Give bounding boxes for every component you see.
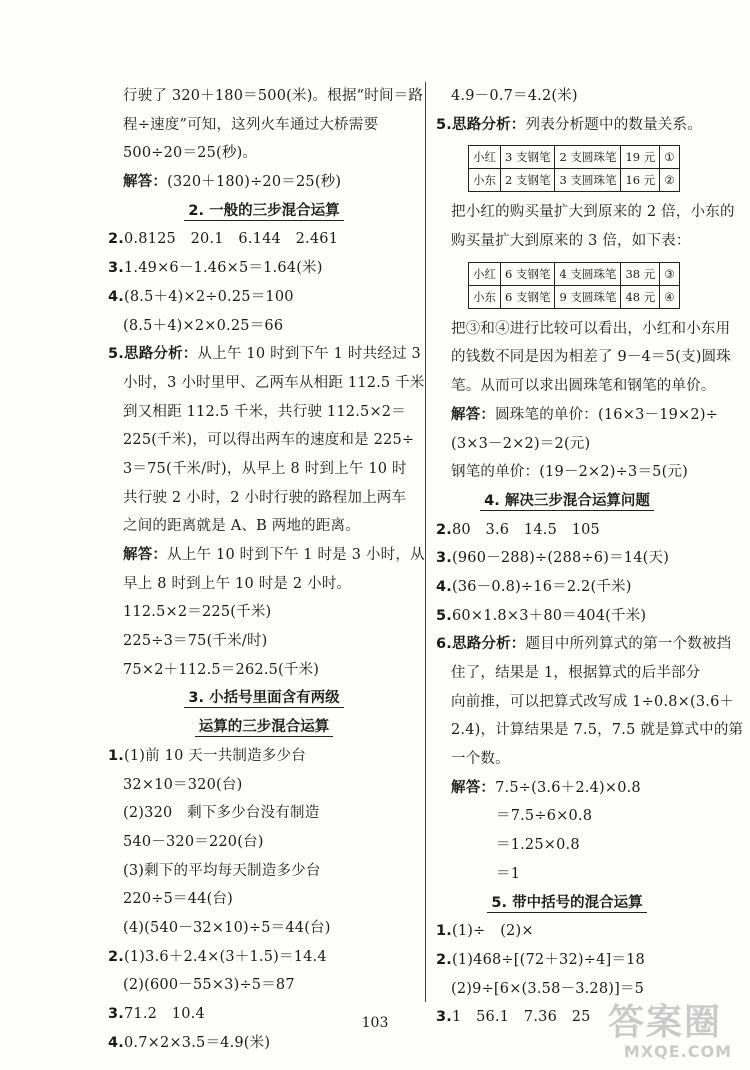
answer-line — [436, 917, 698, 946]
section-heading — [108, 684, 420, 713]
answer-line — [108, 570, 420, 599]
answer-line — [436, 831, 698, 860]
answer-text: (36－0.8)÷16＝2.2(千米) — [452, 578, 632, 595]
answer-keyword: 思路分析： — [124, 345, 198, 363]
answer-line — [436, 458, 698, 487]
table-row — [469, 262, 680, 285]
table-cell: 2 支圆珠笔 — [555, 146, 621, 169]
section-heading-text: 3. 小括号里面含有两级 — [184, 690, 343, 708]
answer-text: 共行驶 2 小时，2 小时行驶的路程加上两车 — [123, 489, 407, 506]
answer-line — [108, 139, 420, 168]
answer-line — [436, 544, 698, 573]
answer-line — [108, 799, 420, 828]
table-cell: 48 元 — [621, 285, 660, 308]
answer-keyword: 解答： — [123, 173, 168, 191]
table-row — [469, 169, 680, 192]
answer-text: 220÷5＝44(台) — [123, 891, 234, 908]
answer-line — [436, 602, 698, 631]
answer-text: (1)468÷[(72＋32)÷4]＝18 — [452, 951, 645, 968]
question-number: 3. — [436, 550, 452, 567]
answer-text: 3＝75(千米/时)，从早上 8 时到上午 10 时 — [123, 460, 407, 477]
answer-text: 500÷20＝25(秒)。 — [123, 145, 258, 162]
answer-text: 1 56.1 7.36 25 — [452, 1009, 591, 1026]
watermark-text: 答案圈 — [608, 1002, 723, 1043]
question-number: 5. — [436, 116, 452, 133]
watermark-url: MXQE.COM — [623, 1042, 732, 1061]
answer-line — [436, 716, 744, 745]
answer-text: (1)前 10 天一共制造多少台 — [124, 747, 306, 764]
answer-text: 112.5×2＝225(千米) — [123, 604, 272, 621]
answer-text: ＝1 — [496, 865, 521, 882]
answer-text: 小时，3 小时里甲、乙两车从相距 112.5 千米 — [123, 374, 425, 391]
purchase-table-2 — [468, 262, 680, 309]
answer-text: 列表分析题中的数量关系。 — [525, 116, 702, 133]
answer-text: (2)320 剩下多少台没有制造 — [123, 805, 320, 822]
table-cell: ② — [660, 169, 679, 192]
answer-line — [436, 343, 731, 372]
answer-text: ＝1.25×0.8 — [496, 837, 580, 854]
answer-text: (4)(540－32×10)÷5＝44(台) — [123, 919, 331, 936]
answer-text: 60×1.8×3＋80＝404(千米) — [452, 607, 647, 624]
section-heading-text: 5. 带中括号的混合运算 — [487, 895, 646, 913]
answer-line — [108, 398, 420, 427]
answer-line — [108, 541, 425, 570]
table-cell: 16 元 — [621, 169, 660, 192]
question-number: 4. — [108, 288, 124, 305]
answer-text: 540－320＝220(台) — [123, 833, 264, 850]
section-heading — [436, 889, 698, 918]
right-mid-block — [436, 198, 735, 255]
answer-text: 住了，结果是 1，根据算式的后半部分 — [451, 665, 701, 681]
answer-text: 0.7×2×3.5＝4.9(米) — [124, 1034, 271, 1051]
right-column — [436, 82, 744, 1032]
answer-text: 0.8125 20.1 6.144 2.461 — [124, 231, 339, 248]
table-cell: 2 支钢笔 — [501, 169, 555, 192]
answer-line — [108, 225, 420, 254]
answer-line — [108, 426, 420, 455]
answer-line — [108, 971, 420, 1000]
answer-keyword: 思路分析： — [452, 115, 526, 133]
table-cell: 小东 — [469, 285, 501, 308]
answer-line — [436, 688, 735, 717]
question-number: 3. — [108, 1006, 124, 1022]
answer-text: (3)剩下的平均每天制造多少台 — [123, 862, 321, 879]
question-number: 5. — [108, 346, 124, 363]
answer-text: 225(千米)，可以得出两车的速度和是 225÷ — [123, 432, 415, 449]
answer-line — [436, 573, 698, 602]
section-heading — [108, 713, 420, 742]
answer-text: (960－288)÷(288÷6)＝14(天) — [452, 550, 670, 567]
answer-text: (2)9÷[6×(3.58－3.28)]＝5 — [451, 980, 645, 997]
answer-line — [108, 914, 420, 943]
answer-text: 7.5÷(3.6＋2.4)×0.8 — [495, 779, 641, 796]
question-number: 4. — [108, 1034, 124, 1051]
answer-line — [108, 828, 420, 857]
question-number: 5. — [436, 607, 452, 624]
answer-text: 71.2 10.4 — [124, 1006, 205, 1022]
question-number: 6. — [436, 636, 452, 653]
right-top-block — [436, 82, 702, 139]
table-cell: 小红 — [469, 146, 501, 169]
answer-line — [108, 168, 420, 197]
section-heading — [108, 197, 420, 226]
answer-text: 的钱数不同是因为相差了 9－4＝5(支)圆珠 — [451, 349, 731, 366]
right-bottom-block — [436, 315, 744, 1032]
question-number: 2. — [436, 521, 452, 538]
answer-text: 钢笔的单价：(19－2×2)÷3＝5(元) — [451, 464, 688, 481]
page-number: 103 — [361, 1015, 389, 1031]
answer-text: (320＋180)÷20＝25(秒) — [167, 174, 342, 191]
watermark-logo — [608, 1004, 738, 1062]
answer-line — [108, 742, 420, 771]
answer-text: (1)3.6＋2.4×(3＋1.5)＝14.4 — [124, 948, 327, 965]
answer-line — [436, 659, 701, 688]
question-number: 2. — [108, 948, 124, 965]
column-divider — [425, 82, 426, 1002]
table-cell: 19 元 — [621, 146, 660, 169]
answer-line — [108, 484, 420, 513]
answer-line — [108, 598, 420, 627]
answer-text: 笔。从而可以求出圆珠笔和钢笔的单价。 — [451, 378, 716, 395]
answer-line — [436, 82, 698, 111]
answer-line — [436, 227, 698, 256]
answer-text: 把小红的购买量扩大到原来的 2 倍，小东的 — [451, 204, 735, 221]
answer-line — [108, 312, 420, 341]
section-heading-text: 4. 解决三步混合运算问题 — [480, 493, 654, 511]
answer-line — [436, 372, 716, 401]
table-cell: ④ — [660, 285, 679, 308]
answer-keyword: 思路分析： — [452, 635, 526, 653]
answer-text: (2)(600－55×3)÷5＝87 — [123, 977, 295, 994]
answer-text: 早上 8 时到上午 10 时是 2 小时。 — [123, 575, 352, 592]
table-cell: 3 支圆珠笔 — [555, 169, 621, 192]
answer-keyword: 解答： — [451, 778, 496, 796]
answer-text: (1)÷ (2)× — [452, 923, 534, 940]
table-cell: 38 元 — [621, 262, 660, 285]
answer-keyword: 解答： — [123, 546, 168, 563]
answer-line — [436, 975, 698, 1004]
left-column — [108, 82, 425, 1057]
answer-line — [108, 254, 420, 283]
answer-text: 把③和④进行比较可以看出，小红和小东用 — [451, 320, 731, 337]
table-row — [469, 146, 680, 169]
answer-line — [436, 516, 698, 545]
answer-text: 从上午 10 时到下午 1 时是 3 小时，从 — [167, 547, 425, 563]
table-cell: 3 支钢笔 — [501, 146, 555, 169]
section-heading — [436, 487, 698, 516]
answer-text: (8.5＋4)×2×0.25＝66 — [123, 317, 284, 334]
question-number: 3. — [108, 260, 124, 277]
answer-line — [108, 512, 420, 541]
answer-line — [108, 885, 420, 914]
answer-line — [436, 111, 702, 140]
answer-line — [436, 860, 698, 889]
answer-line — [436, 198, 735, 227]
answer-line — [108, 857, 420, 886]
table-cell: 6 支钢笔 — [501, 285, 555, 308]
answer-line — [108, 340, 420, 369]
table-cell: ③ — [660, 262, 679, 285]
answer-line — [108, 771, 420, 800]
answer-line — [108, 656, 420, 685]
question-number: 1. — [108, 747, 124, 764]
answer-text: 32×10＝320(台) — [123, 776, 243, 793]
answer-keyword: 解答： — [451, 405, 496, 423]
answer-text: 75×2＋112.5＝262.5(千米) — [123, 661, 320, 678]
answer-line — [436, 802, 698, 831]
answer-line — [108, 283, 420, 312]
answer-text: 80 3.6 14.5 105 — [452, 521, 600, 538]
answer-text: 2.4)，计算结果是 7.5，7.5 就是算式中的第 — [451, 722, 744, 739]
answer-line — [436, 946, 698, 975]
question-number: 3. — [436, 1009, 452, 1026]
table-cell: 9 支圆珠笔 — [555, 285, 621, 308]
answer-line — [108, 627, 420, 656]
answer-line — [108, 82, 424, 111]
question-number: 4. — [436, 578, 452, 595]
section-heading-text: 2. 一般的三步混合运算 — [184, 203, 343, 221]
answer-text: 购买量扩大到原来的 3 倍，如下表： — [451, 233, 691, 250]
purchase-table-1 — [468, 145, 680, 192]
answer-line — [436, 315, 731, 344]
table-cell: 小东 — [469, 169, 501, 192]
answer-line — [108, 455, 420, 484]
answer-text: 一个数。 — [451, 751, 510, 768]
table-cell: ① — [660, 146, 679, 169]
section-heading-text: 运算的三步混合运算 — [195, 719, 334, 737]
answer-line — [108, 369, 425, 398]
answer-line — [108, 111, 420, 140]
answer-text: ＝7.5÷6×0.8 — [496, 808, 593, 825]
table-row — [469, 285, 680, 308]
question-number: 1. — [436, 923, 452, 940]
answer-text: 行驶了 320＋180＝500(米)。根据“时间＝路 — [123, 88, 424, 104]
answer-text: 到又相距 112.5 千米，共行驶 112.5×2＝ — [123, 403, 406, 420]
answer-text: 之间的距离就是 A、B 两地的距离。 — [123, 518, 360, 535]
answer-text: (3×3－2×2)＝2(元) — [451, 435, 591, 452]
answer-line — [436, 774, 698, 803]
table-cell: 6 支钢笔 — [501, 262, 555, 285]
answer-text: 题目中所列算式的第一个数被挡 — [525, 636, 732, 653]
answer-line — [436, 745, 698, 774]
answer-text: 程÷速度”可知，这列火车通过大桥需要 — [123, 116, 379, 133]
table-cell: 小红 — [469, 262, 501, 285]
answer-line — [108, 1029, 420, 1058]
question-number: 2. — [436, 951, 452, 968]
answer-line — [436, 430, 698, 459]
answer-text: 从上午 10 时到下午 1 时共经过 3 — [197, 346, 421, 363]
table-cell: 4 支圆珠笔 — [555, 262, 621, 285]
answer-line — [436, 630, 732, 659]
answer-text: 4.9－0.7＝4.2(米) — [451, 88, 578, 104]
answer-line — [436, 401, 719, 430]
answer-text: 225÷3＝75(千米/时) — [123, 633, 268, 650]
answer-text: 1.49×6－1.46×5＝1.64(米) — [124, 260, 323, 277]
answer-text: 圆珠笔的单价：(16×3－19×2)÷ — [495, 406, 719, 423]
question-number: 2. — [108, 231, 124, 248]
answer-line — [108, 943, 420, 972]
answer-text: 向前推，可以把算式改写成 1÷0.8×(3.6＋ — [451, 693, 735, 710]
answer-text: (8.5＋4)×2÷0.25＝100 — [124, 288, 294, 305]
